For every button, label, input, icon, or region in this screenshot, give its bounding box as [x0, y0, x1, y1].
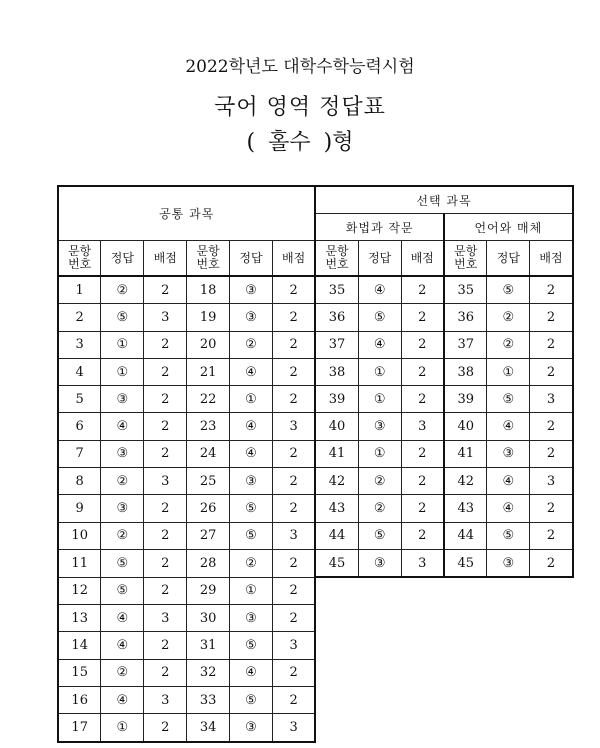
speech-writing-answer: ④	[358, 331, 401, 358]
common_right-number: 32	[187, 659, 230, 686]
common_left-answer: ③	[101, 386, 144, 413]
speech-writing-answer: ④	[358, 276, 401, 304]
col-header-number-part: 번호	[68, 257, 92, 271]
common_left-number: 12	[58, 577, 101, 604]
common_left-points: 3	[144, 686, 187, 713]
common_left-number: 14	[58, 632, 101, 659]
empty-area	[315, 632, 572, 659]
language-media-number: 41	[444, 440, 487, 467]
col-header-number-part: 번호	[454, 257, 478, 271]
common_left-number: 8	[58, 468, 101, 495]
table-row	[58, 714, 573, 742]
common_right-points: 3	[272, 522, 315, 549]
common_right-points: 2	[272, 577, 315, 604]
speech-writing-points: 2	[401, 331, 444, 358]
language-media-answer: ④	[487, 413, 530, 440]
common_right-points: 2	[272, 331, 315, 358]
speech-writing-number: 36	[315, 304, 358, 331]
common_left-answer: ①	[101, 331, 144, 358]
speech-writing-number: 45	[315, 549, 358, 577]
speech-writing-points: 3	[401, 549, 444, 577]
common_right-points: 2	[272, 468, 315, 495]
table-row	[58, 413, 573, 440]
common_right-number: 22	[187, 386, 230, 413]
table-row	[58, 605, 573, 632]
col-header-points: 배점	[530, 241, 573, 277]
language-media-points: 2	[530, 331, 573, 358]
form-type: ( 홀수 )형	[246, 130, 354, 155]
table-row	[58, 468, 573, 495]
language-media-number: 36	[444, 304, 487, 331]
speech-writing-points: 3	[401, 413, 444, 440]
speech-writing-points: 2	[401, 468, 444, 495]
common_left-answer: ②	[101, 276, 144, 304]
common_left-number: 15	[58, 659, 101, 686]
table-row	[58, 522, 573, 549]
common_right-answer: ④	[230, 358, 273, 385]
empty-area	[315, 659, 572, 686]
common_left-points: 2	[144, 440, 187, 467]
common_left-number: 13	[58, 605, 101, 632]
common_left-number: 3	[58, 331, 101, 358]
common_left-answer: ④	[101, 632, 144, 659]
common_left-points: 2	[144, 331, 187, 358]
col-header-number-part: 번호	[196, 257, 220, 271]
language-media-header: 언어와 매체	[444, 214, 573, 241]
common_right-points: 2	[272, 659, 315, 686]
speech-writing-points: 2	[401, 440, 444, 467]
common_left-points: 2	[144, 577, 187, 604]
table-row	[58, 440, 573, 467]
common_right-number: 29	[187, 577, 230, 604]
common_left-points: 2	[144, 495, 187, 522]
speech-writing-answer: ③	[358, 549, 401, 577]
common_right-number: 33	[187, 686, 230, 713]
common_left-number: 6	[58, 413, 101, 440]
common_right-answer: ⑤	[230, 686, 273, 713]
common_right-number: 23	[187, 413, 230, 440]
language-media-answer: ②	[487, 331, 530, 358]
common-section-header: 공통 과목	[58, 186, 315, 241]
col-header-points: 배점	[144, 241, 187, 277]
common_right-number: 28	[187, 549, 230, 577]
speech-writing-header: 화법과 작문	[315, 214, 444, 241]
common_right-answer: ④	[230, 659, 273, 686]
common_right-points: 2	[272, 686, 315, 713]
speech-writing-answer: ②	[358, 495, 401, 522]
empty-area	[315, 714, 572, 742]
subject-title: 국어 영역 정답표	[214, 95, 386, 120]
table-row	[58, 632, 573, 659]
empty-area	[315, 686, 572, 713]
col-header-number	[58, 241, 101, 277]
language-media-number: 35	[444, 276, 487, 304]
common_left-answer: ④	[101, 605, 144, 632]
common_left-answer: ②	[101, 468, 144, 495]
speech-writing-number: 41	[315, 440, 358, 467]
col-header-number-part: 번호	[325, 257, 349, 271]
common_left-number: 2	[58, 304, 101, 331]
language-media-answer: ③	[487, 549, 530, 577]
col-header-number-part: 문항	[68, 244, 92, 258]
exam-title: 2022학년도 대학수학능력시험	[185, 57, 415, 77]
common_left-points: 2	[144, 358, 187, 385]
common_left-answer: ④	[101, 686, 144, 713]
common_right-answer: ③	[230, 605, 273, 632]
common_left-answer: ③	[101, 495, 144, 522]
common_right-points: 2	[272, 549, 315, 577]
common_right-points: 2	[272, 304, 315, 331]
speech-writing-number: 35	[315, 276, 358, 304]
common_right-answer: ④	[230, 413, 273, 440]
common_left-answer: ⑤	[101, 304, 144, 331]
common_right-answer: ③	[230, 468, 273, 495]
language-media-answer: ⑤	[487, 522, 530, 549]
elective-section-header: 선택 과목	[315, 186, 572, 214]
language-media-points: 2	[530, 413, 573, 440]
language-media-answer: ⑤	[487, 386, 530, 413]
speech-writing-number: 37	[315, 331, 358, 358]
common_right-points: 3	[272, 714, 315, 742]
common_left-number: 1	[58, 276, 101, 304]
speech-writing-answer: ①	[358, 440, 401, 467]
speech-writing-answer: ⑤	[358, 522, 401, 549]
common_right-answer: ②	[230, 549, 273, 577]
language-media-answer: ④	[487, 468, 530, 495]
common_right-number: 21	[187, 358, 230, 385]
speech-writing-points: 2	[401, 386, 444, 413]
speech-writing-points: 2	[401, 495, 444, 522]
language-media-answer: ④	[487, 495, 530, 522]
language-media-points: 2	[530, 304, 573, 331]
common_left-points: 2	[144, 276, 187, 304]
language-media-answer: ①	[487, 358, 530, 385]
common_left-answer: ②	[101, 522, 144, 549]
common_left-number: 7	[58, 440, 101, 467]
table-row	[58, 276, 573, 304]
common_right-points: 2	[272, 605, 315, 632]
common_right-number: 19	[187, 304, 230, 331]
common_right-answer: ⑤	[230, 495, 273, 522]
common_left-points: 2	[144, 522, 187, 549]
language-media-points: 3	[530, 468, 573, 495]
col-header-points: 배점	[401, 241, 444, 277]
language-media-number: 43	[444, 495, 487, 522]
common_left-number: 10	[58, 522, 101, 549]
language-media-number: 45	[444, 549, 487, 577]
language-media-number: 44	[444, 522, 487, 549]
common_left-points: 3	[144, 468, 187, 495]
common_right-answer: ⑤	[230, 632, 273, 659]
table-row	[58, 358, 573, 385]
table-row	[58, 386, 573, 413]
common_right-answer: ③	[230, 714, 273, 742]
language-media-answer: ②	[487, 304, 530, 331]
speech-writing-number: 43	[315, 495, 358, 522]
common_left-points: 2	[144, 386, 187, 413]
common_right-answer: ⑤	[230, 522, 273, 549]
common_right-answer: ①	[230, 577, 273, 604]
speech-writing-points: 2	[401, 358, 444, 385]
col-header-number-part: 문항	[454, 244, 478, 258]
language-media-points: 3	[530, 386, 573, 413]
common_right-number: 31	[187, 632, 230, 659]
speech-writing-points: 2	[401, 276, 444, 304]
language-media-points: 2	[530, 440, 573, 467]
table-row	[58, 686, 573, 713]
common_left-points: 2	[144, 714, 187, 742]
common_left-points: 2	[144, 413, 187, 440]
col-header-answer: 정답	[101, 241, 144, 277]
common_right-points: 3	[272, 413, 315, 440]
table-row	[58, 331, 573, 358]
table-row	[58, 495, 573, 522]
language-media-points: 2	[530, 495, 573, 522]
common_left-answer: ①	[101, 358, 144, 385]
common_left-points: 2	[144, 549, 187, 577]
common_right-points: 2	[272, 386, 315, 413]
common_right-answer: ③	[230, 276, 273, 304]
common_left-number: 5	[58, 386, 101, 413]
common_right-number: 20	[187, 331, 230, 358]
common_right-number: 25	[187, 468, 230, 495]
language-media-points: 2	[530, 276, 573, 304]
common_left-number: 17	[58, 714, 101, 742]
language-media-number: 38	[444, 358, 487, 385]
language-media-points: 2	[530, 522, 573, 549]
common_left-answer: ⑤	[101, 577, 144, 604]
speech-writing-answer: ①	[358, 386, 401, 413]
speech-writing-answer: ⑤	[358, 304, 401, 331]
common_left-number: 9	[58, 495, 101, 522]
common_right-points: 2	[272, 358, 315, 385]
common_left-points: 3	[144, 304, 187, 331]
speech-writing-number: 44	[315, 522, 358, 549]
language-media-points: 2	[530, 549, 573, 577]
col-header-number-part: 문항	[325, 244, 349, 258]
col-header-answer: 정답	[230, 241, 273, 277]
language-media-answer: ③	[487, 440, 530, 467]
common_left-answer: ②	[101, 659, 144, 686]
table-row	[58, 304, 573, 331]
common_left-answer: ③	[101, 440, 144, 467]
common_left-number: 4	[58, 358, 101, 385]
language-media-number: 39	[444, 386, 487, 413]
common_right-points: 2	[272, 440, 315, 467]
common_left-answer: ①	[101, 714, 144, 742]
table-row	[58, 549, 573, 577]
common_left-answer: ④	[101, 413, 144, 440]
common_left-points: 3	[144, 605, 187, 632]
empty-area	[315, 605, 572, 632]
col-header-number	[315, 241, 358, 277]
common_right-number: 27	[187, 522, 230, 549]
common_right-answer: ①	[230, 386, 273, 413]
speech-writing-points: 2	[401, 522, 444, 549]
common_left-number: 11	[58, 549, 101, 577]
col-header-answer: 정답	[358, 241, 401, 277]
speech-writing-answer: ③	[358, 413, 401, 440]
common_right-number: 34	[187, 714, 230, 742]
answer-table	[57, 185, 574, 743]
speech-writing-number: 40	[315, 413, 358, 440]
common_left-points: 2	[144, 659, 187, 686]
empty-area	[315, 577, 572, 604]
col-header-number	[187, 241, 230, 277]
col-header-answer: 정답	[487, 241, 530, 277]
common_right-answer: ④	[230, 440, 273, 467]
language-media-answer: ⑤	[487, 276, 530, 304]
language-media-number: 42	[444, 468, 487, 495]
language-media-number: 37	[444, 331, 487, 358]
common_right-points: 2	[272, 495, 315, 522]
table-row	[58, 659, 573, 686]
language-media-number: 40	[444, 413, 487, 440]
language-media-points: 2	[530, 358, 573, 385]
speech-writing-answer: ②	[358, 468, 401, 495]
speech-writing-number: 39	[315, 386, 358, 413]
col-header-number	[444, 241, 487, 277]
common_right-number: 18	[187, 276, 230, 304]
common_left-points: 2	[144, 632, 187, 659]
common_right-number: 24	[187, 440, 230, 467]
common_left-number: 16	[58, 686, 101, 713]
speech-writing-number: 42	[315, 468, 358, 495]
col-header-number-part: 문항	[196, 244, 220, 258]
col-header-points: 배점	[272, 241, 315, 277]
common_right-points: 2	[272, 276, 315, 304]
common_right-answer: ③	[230, 304, 273, 331]
common_right-answer: ②	[230, 331, 273, 358]
common_right-points: 3	[272, 632, 315, 659]
speech-writing-number: 38	[315, 358, 358, 385]
speech-writing-answer: ①	[358, 358, 401, 385]
common_right-number: 26	[187, 495, 230, 522]
speech-writing-points: 2	[401, 304, 444, 331]
common_left-answer: ⑤	[101, 549, 144, 577]
table-row	[58, 577, 573, 604]
common_right-number: 30	[187, 605, 230, 632]
